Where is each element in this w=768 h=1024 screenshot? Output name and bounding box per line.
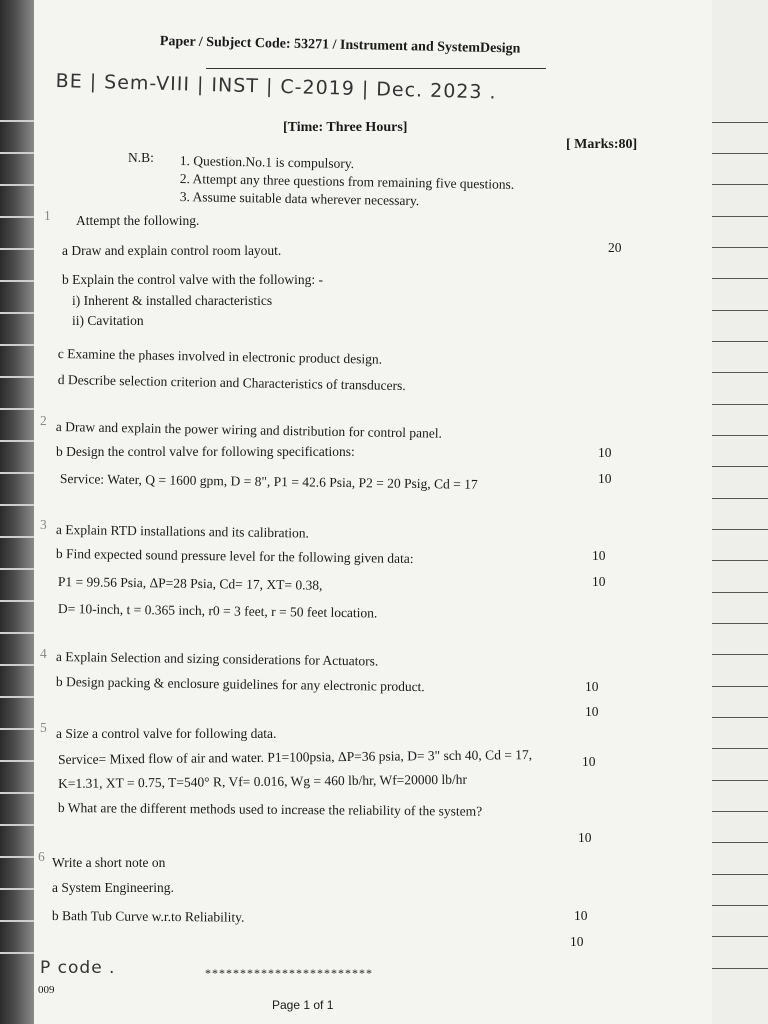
exam-duration: [Time: Three Hours] (283, 120, 408, 135)
q2-b: b Design the control valve for following specifications: (56, 444, 355, 459)
title-underline (206, 68, 546, 69)
nb-item-1: 1. Question.No.1 is compulsory. (179, 153, 355, 172)
page-number: Page 1 of 1 (272, 998, 334, 1012)
q1-b-i: i) Inherent & installed characteristics (72, 293, 273, 308)
q5-a-data-2: K=1.31, XT = 0.75, T=540° R, Vf= 0.016, Wg = 460 lb/hr, Wf=20000 lb/hr (58, 771, 468, 791)
q3-number: 3 (40, 517, 47, 532)
q5-a-marks: 10 (582, 754, 596, 769)
handwritten-course-info: BE | Sem-VIII | INST | C-2019 | Dec. 2023 . (55, 70, 497, 104)
q6-a-marks: 10 (574, 908, 588, 923)
q1-a: a Draw and explain control room layout. (62, 243, 282, 258)
paper-title: Paper / Subject Code: 53271 / Instrument and SystemDesign (159, 34, 521, 57)
q3-b-marks: 10 (592, 574, 606, 589)
q6-b: b Bath Tub Curve w.r.to Reliability. (51, 908, 245, 925)
handwritten-paper-code: P code . (40, 958, 116, 978)
end-stars: ************************ (205, 966, 373, 980)
q2-number: 2 (40, 413, 47, 428)
nb-item-2: 2. Attempt any three questions from remaining five questions. (179, 171, 515, 192)
total-marks: [ Marks:80] (566, 137, 638, 152)
right-page-edge (712, 0, 768, 1024)
q2-b-specs: Service: Water, Q = 1600 gpm, D = 8", P1 = 42.6 Psia, P2 = 20 Psig, Cd = 17 (59, 471, 478, 492)
q1-c: c Examine the phases involved in electronic product design. (57, 346, 383, 367)
q6-number: 6 (38, 849, 45, 864)
q1-number: 1 (44, 208, 51, 223)
q2-b-marks: 10 (598, 471, 612, 486)
nb-item-3: 3. Assume suitable data wherever necessary. (179, 189, 420, 209)
q5-number: 5 (40, 720, 47, 735)
q1-d: d Describe selection criterion and Characteristics of transducers. (57, 372, 406, 394)
q4-b: b Design packing & enclosure guidelines for any electronic product. (55, 674, 425, 695)
q3-a-marks: 10 (592, 548, 606, 563)
nb-label: N.B: (128, 150, 154, 165)
q1-marks: 20 (608, 240, 622, 255)
q4-a-marks: 10 (585, 679, 599, 694)
paper-code-number: 009 (38, 984, 55, 996)
q6-a: a System Engineering. (52, 880, 174, 895)
q4-a: a Explain Selection and sizing considerations for Actuators. (55, 649, 379, 669)
q3-b-data-2: D= 10-inch, t = 0.365 inch, r0 = 3 feet, r = 50 feet location. (57, 601, 378, 621)
q1-intro: Attempt the following. (76, 213, 200, 228)
q3-a: a Explain RTD installations and its calibration. (55, 522, 309, 541)
q1-b-ii: ii) Cavitation (72, 313, 144, 328)
q2-a-marks: 10 (598, 445, 612, 460)
q5-a: a Size a control valve for following data. (56, 726, 277, 741)
q5-a-data-1: Service= Mixed flow of air and water. P1=100psia, ΔP=36 psia, D= 3" sch 40, Cd = 17, (58, 747, 533, 767)
q3-b: b Find expected sound pressure level for the following given data: (55, 546, 414, 566)
q1-b: b Explain the control valve with the following: - (62, 272, 323, 287)
q5-b-marks: 10 (578, 830, 592, 845)
q2-a: a Draw and explain the power wiring and distribution for control panel. (55, 419, 443, 441)
q3-b-data-1: P1 = 99.56 Psia, ΔP=28 Psia, Cd= 17, XT= 0.38, (57, 574, 323, 593)
q4-b-marks: 10 (585, 704, 599, 719)
q6-b-marks: 10 (570, 934, 584, 949)
q6-intro: Write a short note on (52, 855, 166, 870)
q4-number: 4 (40, 646, 47, 661)
q5-b: b What are the different methods used to increase the reliability of the system? (57, 800, 483, 819)
